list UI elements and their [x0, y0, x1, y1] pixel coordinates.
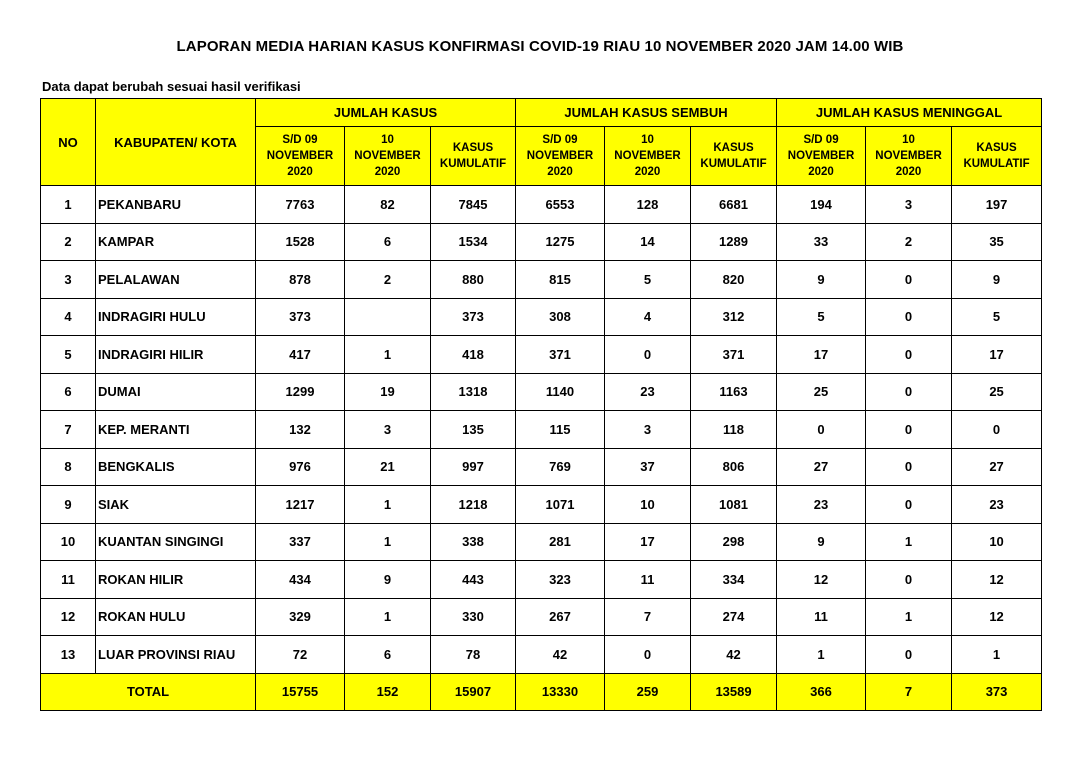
cell-cases-cumulative: 418: [431, 336, 516, 374]
cell-deaths-on-date: 1: [866, 598, 952, 636]
cell-deaths-before-date: 194: [777, 186, 866, 224]
cell-deaths-before-date: 33: [777, 223, 866, 261]
row-number: 12: [41, 598, 96, 636]
cell-cases-before-date: 434: [256, 561, 345, 599]
cell-deaths-cumulative: 197: [952, 186, 1042, 224]
cell-recovered-on-date: 14: [605, 223, 691, 261]
subheader-line: 10: [902, 134, 915, 146]
table-row: [41, 336, 1042, 374]
cell-deaths-on-date: 2: [866, 223, 952, 261]
region-name: ROKAN HILIR: [96, 561, 256, 599]
cell-cases-before-date: 7763: [256, 186, 345, 224]
cell-recovered-before-date: 323: [516, 561, 605, 599]
cell-cases-on-date: 9: [345, 561, 431, 599]
cell-deaths-cumulative: 1: [952, 636, 1042, 674]
cell-recovered-before-date: 371: [516, 336, 605, 374]
cell-deaths-cumulative: 5: [952, 298, 1042, 336]
cell-cases-cumulative: 338: [431, 523, 516, 561]
cell-deaths-cumulative: 17: [952, 336, 1042, 374]
subheader-line: NOVEMBER: [614, 150, 681, 162]
cell-cases-cumulative: 135: [431, 411, 516, 449]
cell-cases-before-date: 337: [256, 523, 345, 561]
cell-deaths-on-date: 0: [866, 411, 952, 449]
subheader-line: KASUS: [713, 142, 754, 154]
cell-cases-cumulative: 443: [431, 561, 516, 599]
subheader-deaths-cumulative: [952, 127, 1042, 186]
header-region: KABUPATEN/ KOTA: [96, 99, 256, 186]
cell-recovered-on-date: 23: [605, 373, 691, 411]
row-number: 7: [41, 411, 96, 449]
row-number: 11: [41, 561, 96, 599]
subheader-line: 2020: [374, 166, 401, 178]
subheader-line: KASUS: [452, 142, 494, 154]
cell-recovered-on-date: 3: [605, 411, 691, 449]
cell-deaths-before-date: 9: [777, 523, 866, 561]
cell-recovered-on-date: 4: [605, 298, 691, 336]
cell-cases-cumulative: 880: [431, 261, 516, 299]
report-title: LAPORAN MEDIA HARIAN KASUS KONFIRMASI COVID-19 RIAU 10 NOVEMBER 2020 JAM 14.00 WIB: [176, 38, 904, 55]
cell-deaths-on-date: 1: [866, 523, 952, 561]
cell-recovered-before-date: 267: [516, 598, 605, 636]
cell-recovered-before-date: 115: [516, 411, 605, 449]
subheader-line: KUMULATIF: [700, 158, 767, 170]
cell-recovered-on-date: 10: [605, 486, 691, 524]
region-name: INDRAGIRI HULU: [96, 298, 256, 336]
cell-recovered-cumulative: 334: [691, 561, 777, 599]
subheader-line: 10: [381, 134, 394, 146]
table-row: [41, 186, 1042, 224]
cell-recovered-cumulative: 274: [691, 598, 777, 636]
cell-deaths-cumulative: 27: [952, 448, 1042, 486]
table-row: [41, 261, 1042, 299]
cell-recovered-cumulative: 371: [691, 336, 777, 374]
cell-recovered-on-date: 0: [605, 636, 691, 674]
subheader-recovered-cumulative: [691, 127, 777, 186]
cell-cases-before-date: 132: [256, 411, 345, 449]
cell-deaths-on-date: 0: [866, 261, 952, 299]
subheader-line: 2020: [547, 166, 573, 178]
cell-cases-before-date: 976: [256, 448, 345, 486]
cell-recovered-on-date: 7: [605, 598, 691, 636]
row-number: 10: [41, 523, 96, 561]
cell-recovered-cumulative: 820: [691, 261, 777, 299]
cell-deaths-before-date: 23: [777, 486, 866, 524]
total-recovered-on-date: 259: [605, 673, 691, 710]
row-number: 9: [41, 486, 96, 524]
table-row: [41, 523, 1042, 561]
cell-recovered-cumulative: 42: [691, 636, 777, 674]
cell-recovered-cumulative: 298: [691, 523, 777, 561]
table-row: [41, 411, 1042, 449]
cell-cases-cumulative: 330: [431, 598, 516, 636]
cell-cases-on-date: [345, 298, 431, 336]
table-row: [41, 636, 1042, 674]
subheader-line: S/D 09: [542, 134, 578, 146]
cell-cases-cumulative: 1218: [431, 486, 516, 524]
cell-cases-on-date: 1: [345, 598, 431, 636]
row-number: 2: [41, 223, 96, 261]
subheader-cases-cumulative: [431, 127, 516, 186]
cell-cases-cumulative: 7845: [431, 186, 516, 224]
region-name: SIAK: [96, 486, 256, 524]
cell-cases-on-date: 6: [345, 636, 431, 674]
subheader-line: S/D 09: [282, 134, 318, 146]
subheader-line: 2020: [895, 166, 922, 178]
row-number: 13: [41, 636, 96, 674]
subheader-line: NOVEMBER: [354, 150, 421, 162]
subheader-line: NOVEMBER: [526, 150, 594, 162]
cell-deaths-before-date: 12: [777, 561, 866, 599]
region-name: PEKANBARU: [96, 186, 256, 224]
cell-recovered-cumulative: 6681: [691, 186, 777, 224]
cell-recovered-before-date: 1140: [516, 373, 605, 411]
cell-recovered-cumulative: 312: [691, 298, 777, 336]
total-cases-before-date: 15755: [256, 673, 345, 710]
cell-cases-on-date: 1: [345, 523, 431, 561]
cell-cases-on-date: 82: [345, 186, 431, 224]
cell-recovered-before-date: 1071: [516, 486, 605, 524]
total-label: TOTAL: [41, 673, 256, 710]
region-name: ROKAN HULU: [96, 598, 256, 636]
cell-recovered-before-date: 1275: [516, 223, 605, 261]
row-number: 3: [41, 261, 96, 299]
cell-deaths-on-date: 0: [866, 561, 952, 599]
header-group-cases: JUMLAH KASUS: [256, 99, 516, 127]
cell-cases-before-date: 1299: [256, 373, 345, 411]
total-recovered-before-date: 13330: [516, 673, 605, 710]
cell-recovered-cumulative: 1163: [691, 373, 777, 411]
cell-cases-on-date: 1: [345, 336, 431, 374]
subheader-recovered-on-date: [605, 127, 691, 186]
cell-recovered-before-date: 42: [516, 636, 605, 674]
subheader-line: 2020: [634, 166, 661, 178]
cell-recovered-before-date: 6553: [516, 186, 605, 224]
cell-cases-cumulative: 78: [431, 636, 516, 674]
total-cases-cumulative: 15907: [431, 673, 516, 710]
subheader-line: NOVEMBER: [266, 150, 334, 162]
cell-deaths-before-date: 27: [777, 448, 866, 486]
cell-deaths-on-date: 3: [866, 186, 952, 224]
total-deaths-cumulative: 373: [952, 673, 1042, 710]
total-row: [41, 673, 1042, 710]
region-name: KAMPAR: [96, 223, 256, 261]
subheader-line: KASUS: [976, 142, 1017, 154]
cell-recovered-on-date: 11: [605, 561, 691, 599]
table-row: [41, 598, 1042, 636]
cell-cases-before-date: 72: [256, 636, 345, 674]
total-deaths-before-date: 366: [777, 673, 866, 710]
cell-deaths-cumulative: 12: [952, 561, 1042, 599]
cell-recovered-cumulative: 118: [691, 411, 777, 449]
cell-recovered-on-date: 17: [605, 523, 691, 561]
region-name: KUANTAN SINGINGI: [96, 523, 256, 561]
cell-deaths-before-date: 0: [777, 411, 866, 449]
row-number: 5: [41, 336, 96, 374]
cell-recovered-on-date: 37: [605, 448, 691, 486]
header-no: NO: [41, 99, 96, 186]
cell-deaths-cumulative: 23: [952, 486, 1042, 524]
cell-recovered-cumulative: 806: [691, 448, 777, 486]
cell-deaths-before-date: 17: [777, 336, 866, 374]
subheader-line: NOVEMBER: [875, 150, 942, 162]
subheader-line: KUMULATIF: [963, 158, 1030, 170]
cell-deaths-on-date: 0: [866, 636, 952, 674]
cell-recovered-before-date: 308: [516, 298, 605, 336]
cell-cases-before-date: 1217: [256, 486, 345, 524]
cell-cases-on-date: 6: [345, 223, 431, 261]
cell-recovered-cumulative: 1289: [691, 223, 777, 261]
cell-cases-on-date: 3: [345, 411, 431, 449]
total-deaths-on-date: 7: [866, 673, 952, 710]
cell-recovered-on-date: 5: [605, 261, 691, 299]
cell-deaths-on-date: 0: [866, 448, 952, 486]
cell-deaths-on-date: 0: [866, 298, 952, 336]
cell-deaths-before-date: 9: [777, 261, 866, 299]
subheader-line: 2020: [808, 166, 834, 178]
cell-deaths-cumulative: 9: [952, 261, 1042, 299]
cell-cases-on-date: 21: [345, 448, 431, 486]
cell-deaths-before-date: 25: [777, 373, 866, 411]
verification-note: Data dapat berubah sesuai hasil verifikasi: [42, 79, 301, 94]
table-row: [41, 561, 1042, 599]
cell-recovered-before-date: 281: [516, 523, 605, 561]
cell-cases-before-date: 417: [256, 336, 345, 374]
cell-deaths-cumulative: 35: [952, 223, 1042, 261]
cell-cases-before-date: 878: [256, 261, 345, 299]
cell-cases-cumulative: 1318: [431, 373, 516, 411]
row-number: 8: [41, 448, 96, 486]
table-row: [41, 373, 1042, 411]
region-name: BENGKALIS: [96, 448, 256, 486]
region-name: DUMAI: [96, 373, 256, 411]
cell-recovered-before-date: 769: [516, 448, 605, 486]
subheader-line: 10: [641, 134, 654, 146]
cell-cases-on-date: 2: [345, 261, 431, 299]
cell-recovered-on-date: 0: [605, 336, 691, 374]
cell-deaths-cumulative: 12: [952, 598, 1042, 636]
cell-cases-on-date: 1: [345, 486, 431, 524]
table-row: [41, 448, 1042, 486]
region-name: KEP. MERANTI: [96, 411, 256, 449]
subheader-cases-on-date: [345, 127, 431, 186]
cell-cases-before-date: 1528: [256, 223, 345, 261]
cell-deaths-on-date: 0: [866, 486, 952, 524]
cell-recovered-before-date: 815: [516, 261, 605, 299]
row-number: 4: [41, 298, 96, 336]
row-number: 6: [41, 373, 96, 411]
cell-deaths-on-date: 0: [866, 336, 952, 374]
subheader-deaths-before-date: [777, 127, 866, 186]
total-recovered-cumulative: 13589: [691, 673, 777, 710]
row-number: 1: [41, 186, 96, 224]
cell-cases-cumulative: 997: [431, 448, 516, 486]
cell-deaths-cumulative: 25: [952, 373, 1042, 411]
cell-cases-on-date: 19: [345, 373, 431, 411]
cell-recovered-on-date: 128: [605, 186, 691, 224]
table-row: [41, 486, 1042, 524]
region-name: LUAR PROVINSI RIAU: [96, 636, 256, 674]
cell-deaths-cumulative: 10: [952, 523, 1042, 561]
cell-deaths-on-date: 0: [866, 373, 952, 411]
cell-cases-before-date: 329: [256, 598, 345, 636]
table-row: [41, 298, 1042, 336]
cell-recovered-cumulative: 1081: [691, 486, 777, 524]
covid-cases-table: [40, 98, 1042, 711]
subheader-line: KUMULATIF: [439, 158, 507, 170]
cell-deaths-before-date: 5: [777, 298, 866, 336]
region-name: INDRAGIRI HILIR: [96, 336, 256, 374]
subheader-recovered-before-date: [516, 127, 605, 186]
header-group-deaths: JUMLAH KASUS MENINGGAL: [777, 99, 1042, 127]
cell-deaths-before-date: 11: [777, 598, 866, 636]
subheader-line: NOVEMBER: [787, 150, 855, 162]
total-cases-on-date: 152: [345, 673, 431, 710]
table-row: [41, 223, 1042, 261]
subheader-line: 2020: [287, 166, 313, 178]
header-group-recovered: JUMLAH KASUS SEMBUH: [516, 99, 777, 127]
subheader-line: S/D 09: [803, 134, 839, 146]
subheader-cases-before-date: [256, 127, 345, 186]
cell-deaths-before-date: 1: [777, 636, 866, 674]
cell-cases-before-date: 373: [256, 298, 345, 336]
cell-deaths-cumulative: 0: [952, 411, 1042, 449]
cell-cases-cumulative: 1534: [431, 223, 516, 261]
cell-cases-cumulative: 373: [431, 298, 516, 336]
subheader-deaths-on-date: [866, 127, 952, 186]
region-name: PELALAWAN: [96, 261, 256, 299]
